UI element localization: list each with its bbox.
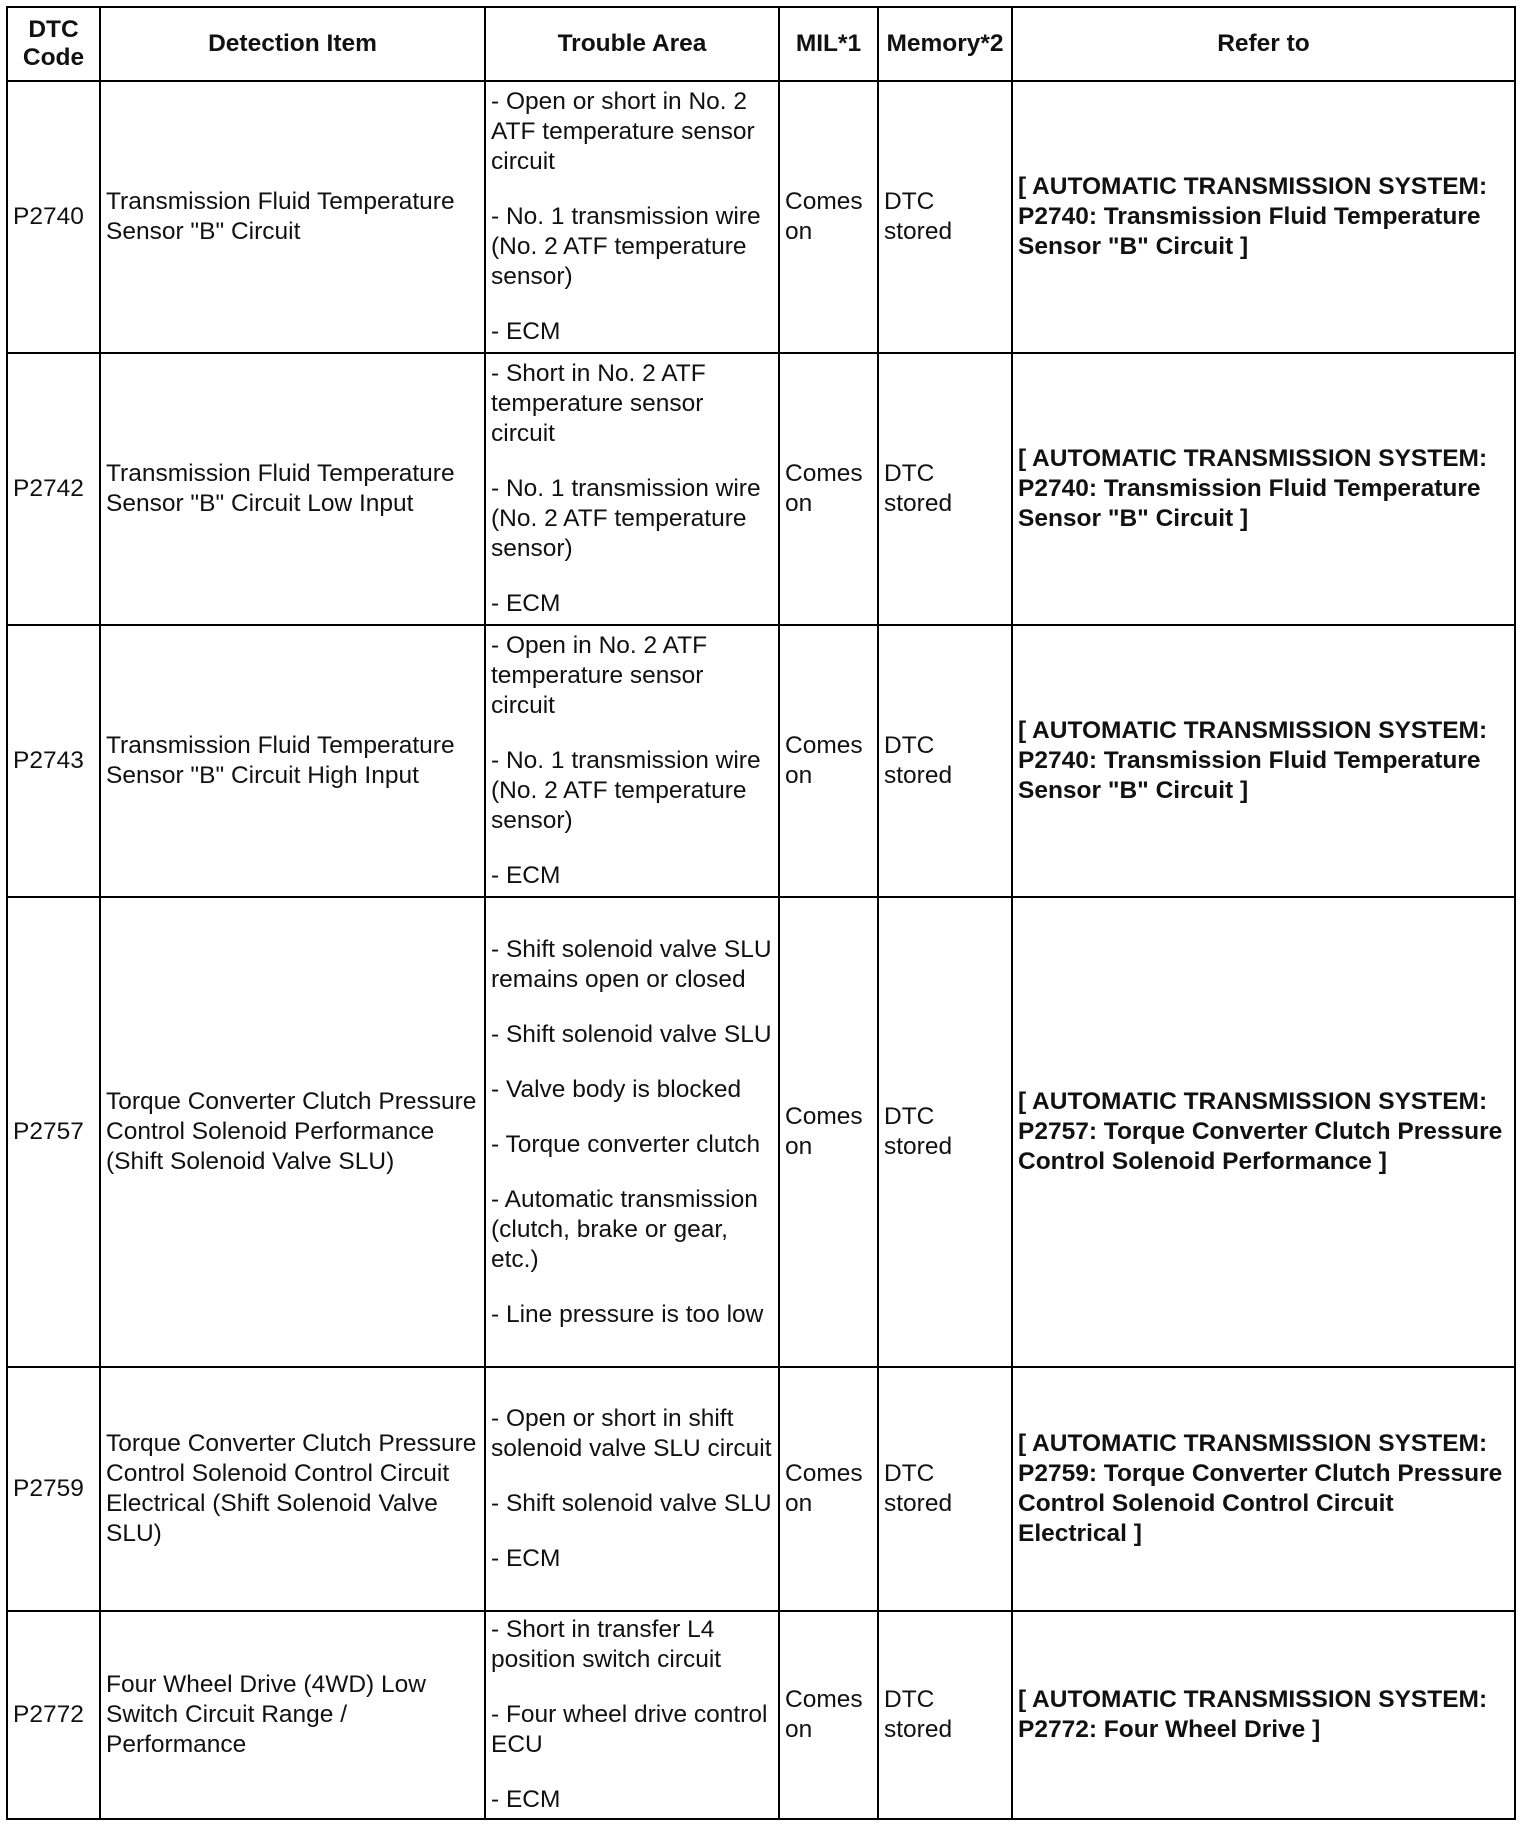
detection-item-cell: Transmission Fluid Temperature Sensor "B" Circuit [100, 81, 485, 353]
mil-cell: Comes on [779, 1367, 878, 1611]
table-row [7, 353, 1515, 625]
refer-to-link[interactable]: [ AUTOMATIC TRANSMISSION SYSTEM: P2757: Torque Converter Clutch Pressure Control Solenoid Performance ] [1018, 1088, 1503, 1175]
trouble-area-cell [485, 353, 779, 625]
refer-to-link[interactable]: [ AUTOMATIC TRANSMISSION SYSTEM: P2772: Four Wheel Drive ] [1018, 1686, 1488, 1743]
refer-to-link[interactable]: [ AUTOMATIC TRANSMISSION SYSTEM: P2740: Transmission Fluid Temperature Sensor "B" Circuit ] [1018, 445, 1488, 532]
header-refer-to: Refer to [1012, 7, 1515, 81]
table-row [7, 1367, 1515, 1611]
refer-to-cell [1012, 1611, 1515, 1819]
detection-item-cell: Transmission Fluid Temperature Sensor "B" Circuit High Input [100, 625, 485, 897]
trouble-area-item: - Shift solenoid valve SLU [491, 1490, 772, 1517]
dtc-code-cell: P2759 [7, 1367, 100, 1611]
trouble-area-list [491, 631, 773, 891]
trouble-area-item: - No. 1 transmission wire (No. 2 ATF temperature sensor) [491, 747, 761, 834]
refer-to-cell [1012, 625, 1515, 897]
detection-item-cell: Transmission Fluid Temperature Sensor "B" Circuit Low Input [100, 353, 485, 625]
trouble-area-item: - Open in No. 2 ATF temperature sensor circuit [491, 632, 708, 719]
trouble-area-item: - Automatic transmission (clutch, brake or gear, etc.) [491, 1185, 758, 1273]
trouble-area-item: - Open or short in shift solenoid valve SLU circuit [491, 1405, 772, 1462]
dtc-table [6, 6, 1516, 1820]
trouble-area-item: - Shift solenoid valve SLU [491, 1020, 772, 1048]
trouble-area-item: - ECM [491, 318, 561, 345]
trouble-area-item: - No. 1 transmission wire (No. 2 ATF temperature sensor) [491, 475, 761, 562]
trouble-area-item: - Four wheel drive control ECU [491, 1701, 768, 1758]
trouble-area-item: - ECM [491, 1786, 561, 1813]
header-trouble-area: Trouble Area [485, 7, 779, 81]
header-memory: Memory*2 [878, 7, 1012, 81]
mil-cell: Comes on [779, 353, 878, 625]
trouble-area-cell [485, 625, 779, 897]
trouble-area-cell [485, 1611, 779, 1819]
refer-to-link[interactable]: [ AUTOMATIC TRANSMISSION SYSTEM: P2740: Transmission Fluid Temperature Sensor "B" Circuit ] [1018, 173, 1488, 260]
trouble-area-cell [485, 81, 779, 353]
detection-item-cell: Four Wheel Drive (4WD) Low Switch Circuit Range / Performance [100, 1611, 485, 1819]
mil-cell: Comes on [779, 1611, 878, 1819]
trouble-area-item: - Short in transfer L4 position switch circuit [491, 1616, 722, 1673]
trouble-area-cell [485, 1367, 779, 1611]
trouble-area-item: - Valve body is blocked [491, 1075, 742, 1103]
refer-to-cell [1012, 353, 1515, 625]
trouble-area-cell [485, 897, 779, 1367]
trouble-area-list [491, 87, 773, 347]
trouble-area-item: - Line pressure is too low [491, 1300, 764, 1328]
table-row [7, 625, 1515, 897]
trouble-area-item: - ECM [491, 590, 561, 617]
table-body [7, 81, 1515, 1819]
mil-cell: Comes on [779, 897, 878, 1367]
trouble-area-item: - ECM [491, 1545, 561, 1572]
detection-item-cell: Torque Converter Clutch Pressure Control Solenoid Control Circuit Electrical (Shift Solenoid Valve SLU) [100, 1367, 485, 1611]
refer-to-link[interactable]: [ AUTOMATIC TRANSMISSION SYSTEM: P2740: Transmission Fluid Temperature Sensor "B" Circuit ] [1018, 717, 1488, 804]
header-dtc-code: DTC Code [7, 7, 100, 81]
memory-cell: DTC stored [878, 81, 1012, 353]
memory-cell: DTC stored [878, 1367, 1012, 1611]
memory-cell: DTC stored [878, 625, 1012, 897]
trouble-area-item: - Torque converter clutch [491, 1130, 761, 1158]
dtc-code-cell: P2742 [7, 353, 100, 625]
trouble-area-item: - Shift solenoid valve SLU remains open or closed [491, 935, 772, 993]
trouble-area-item: - Open or short in No. 2 ATF temperature sensor circuit [491, 88, 755, 175]
dtc-code-cell: P2757 [7, 897, 100, 1367]
table-header-row [7, 7, 1515, 81]
trouble-area-list [491, 935, 773, 1330]
table-row [7, 81, 1515, 353]
refer-to-link[interactable]: [ AUTOMATIC TRANSMISSION SYSTEM: P2759: Torque Converter Clutch Pressure Control Solenoid Control Circuit Electrical ] [1018, 1430, 1503, 1547]
trouble-area-item: - ECM [491, 862, 561, 889]
table-row [7, 1611, 1515, 1819]
dtc-code-cell: P2743 [7, 625, 100, 897]
memory-cell: DTC stored [878, 897, 1012, 1367]
dtc-code-cell: P2740 [7, 81, 100, 353]
mil-cell: Comes on [779, 625, 878, 897]
dtc-code-cell: P2772 [7, 1611, 100, 1819]
trouble-area-item: - Short in No. 2 ATF temperature sensor circuit [491, 360, 706, 447]
header-mil: MIL*1 [779, 7, 878, 81]
trouble-area-list [491, 1404, 773, 1574]
refer-to-cell [1012, 1367, 1515, 1611]
table-row [7, 897, 1515, 1367]
detection-item-cell: Torque Converter Clutch Pressure Control Solenoid Performance (Shift Solenoid Valve SLU) [100, 897, 485, 1367]
trouble-area-item: - No. 1 transmission wire (No. 2 ATF temperature sensor) [491, 203, 761, 290]
header-detection-item: Detection Item [100, 7, 485, 81]
mil-cell: Comes on [779, 81, 878, 353]
memory-cell: DTC stored [878, 353, 1012, 625]
trouble-area-list [491, 359, 773, 619]
memory-cell: DTC stored [878, 1611, 1012, 1819]
trouble-area-list [491, 1615, 773, 1815]
refer-to-cell [1012, 897, 1515, 1367]
refer-to-cell [1012, 81, 1515, 353]
